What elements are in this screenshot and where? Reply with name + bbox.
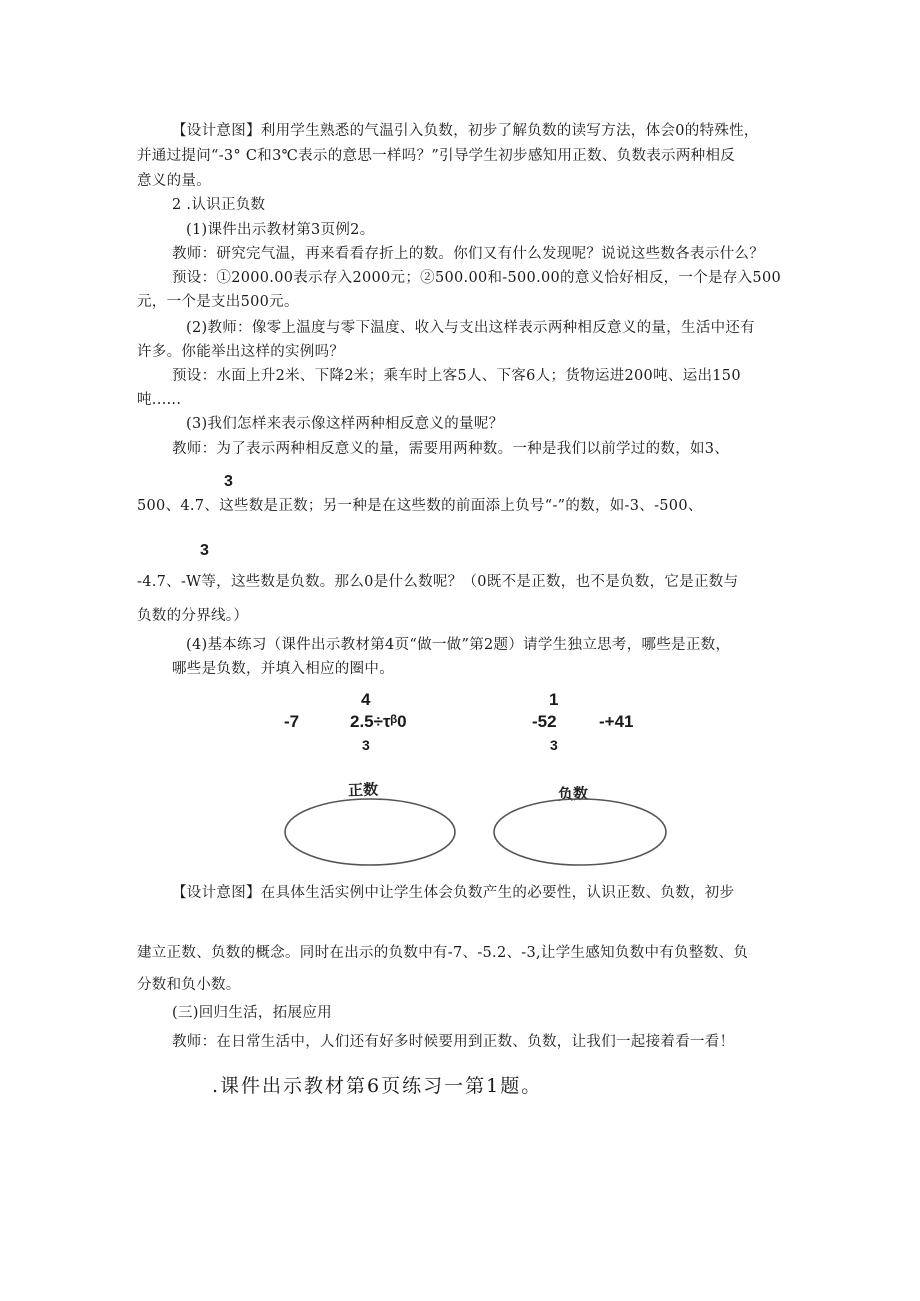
positive-label: 正数 bbox=[347, 780, 379, 800]
design-intent-para-2: 【设计意图】在具体生活实例中让学生体会负数产生的必要性，认识正数、负数，初步 bbox=[172, 885, 735, 901]
teacher-line: 教师：在日常生活中，人们还有好多时候要用到正数、负数，让我们一起接着看一看！ bbox=[172, 1034, 735, 1050]
exercise-number: 3 bbox=[362, 737, 370, 753]
design-intent-para-1: 意义的量。 bbox=[137, 173, 211, 189]
teacher-line: 教师：为了表示两种相反意义的量，需要用两种数。一种是我们以前学过的数，如3、 bbox=[172, 441, 730, 457]
exercise-number: 1 bbox=[549, 690, 559, 709]
exercise-number: -+41 bbox=[599, 712, 634, 731]
design-intent-para-2: 建立正数、负数的概念。同时在出示的负数中有-7、-5.2、-3,让学生感知负数中有负整数、负 bbox=[137, 945, 749, 961]
negative-label: 负数 bbox=[557, 784, 589, 804]
exercise-number: 2.5÷τᵝ0 bbox=[350, 712, 407, 731]
exercise-number: 3 bbox=[550, 737, 558, 753]
preset-line: 预设：水面上升2米、下降2米；乘车时上客5人、下客6人；货物运进200吨、运出150 bbox=[172, 368, 741, 384]
preset-line: 吨...... bbox=[137, 392, 182, 408]
exercise-number: -52 bbox=[532, 712, 557, 731]
step-1: (1)课件出示教材第3页例2。 bbox=[186, 222, 375, 238]
teacher-line: 教师：研究完气温，再来看看存折上的数。你们又有什么发现呢？说说这些数各表示什么？ bbox=[172, 246, 764, 262]
step-2: (2)教师：像零上温度与零下温度、收入与支出这样表示两种相反意义的量，生活中还有 bbox=[186, 320, 756, 336]
step-3: (3)我们怎样来表示像这样两种相反意义的量呢？ bbox=[186, 416, 504, 432]
teacher-line: -4.7、-W等，这些数是负数。那么0是什么数呢？（0既不是正数，也不是负数，它是正数与 bbox=[137, 574, 739, 590]
preset-line: 元，一个是支出500元。 bbox=[137, 294, 299, 310]
section-heading: 2 .认识正负数 bbox=[172, 197, 266, 213]
design-intent-para-1: 并通过提问“-3° C和3℃表示的意思一样吗？”引导学生初步感知用正数、负数表示两种相反 bbox=[137, 148, 736, 164]
fraction-numerator: 3 bbox=[224, 473, 233, 490]
exercise-number: -7 bbox=[284, 712, 300, 731]
positive-circle[interactable] bbox=[285, 799, 455, 865]
step-4: (4)基本练习（课件出示教材第4页“做一做”第2题）请学生独立思考，哪些是正数， bbox=[186, 637, 731, 653]
exercise-number: 4 bbox=[361, 690, 371, 709]
design-intent-para-2: 分数和负小数。 bbox=[137, 977, 241, 993]
fraction-numerator: 3 bbox=[200, 542, 209, 559]
teacher-line: 负数的分界线。） bbox=[137, 608, 249, 624]
design-intent-para-1: 【设计意图】利用学生熟悉的气温引入负数，初步了解负数的读写方法，体会0的特殊性， bbox=[172, 123, 759, 139]
negative-circle[interactable] bbox=[494, 799, 666, 865]
preset-line: 预设：①2000.00表示存入2000元；②500.00和-500.00的意义恰好相反，一个是存入500 bbox=[172, 270, 782, 286]
section-heading: (三)回归生活，拓展应用 bbox=[172, 1005, 332, 1021]
step-4: 哪些是负数，并填入相应的圈中。 bbox=[172, 661, 394, 677]
teacher-line: 500、4.7、这些数是正数；另一种是在这些数的前面添上负号“-”的数，如-3、-500、 bbox=[137, 498, 703, 514]
step-2: 许多。你能举出这样的实例吗？ bbox=[137, 344, 345, 360]
final-task-line: .课件出示教材第6页练习一第1题。 bbox=[212, 1075, 543, 1097]
